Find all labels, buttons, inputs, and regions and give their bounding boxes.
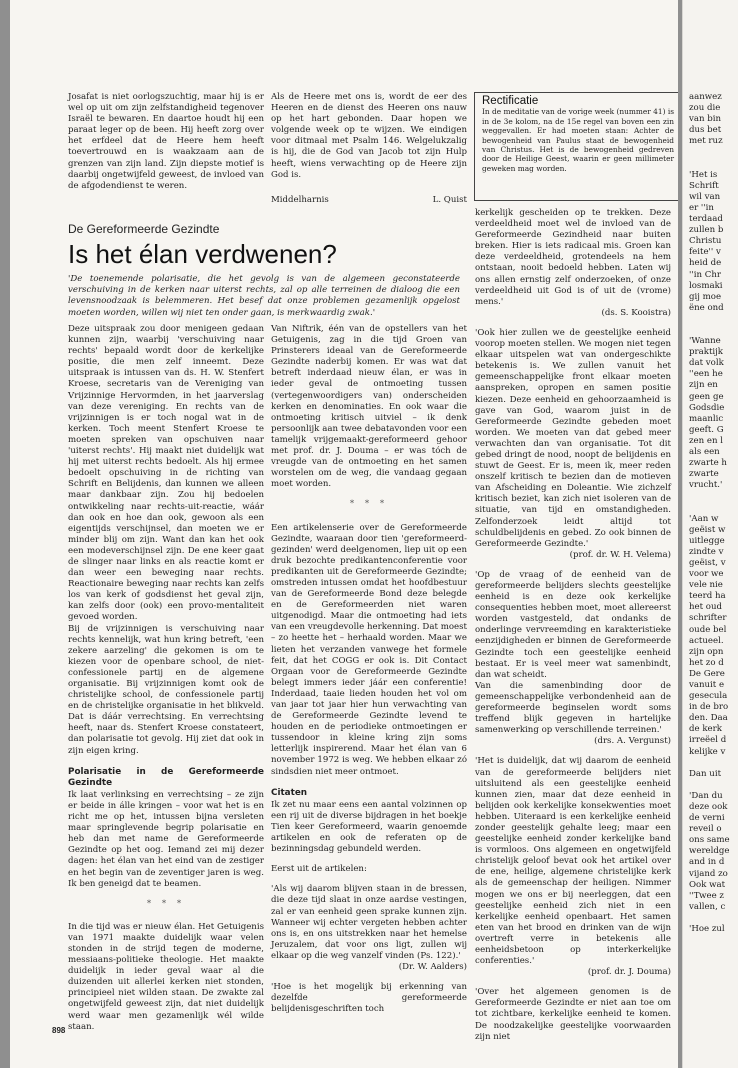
col3-quote-3: 'Het is duidelijk, dat wij daarom de eenheid van de gereformeerde belijders niet uitsluitend als een geestelijke eenheid kunnen zien, maar dat deze eenheid in belijden ook kerkelijke konsekwenties moet hebben. Uiteraard is een kerkelijke eenheid zonder geestelijk gehalte leeg; maar een geestelijke eenheid zonder kerkelijke band is vormloos. Ons algemeen en ongetwijfeld christelijk geloof bevat ook het artikel over de ene, heilige, algemene christelijke kerk als de gemeenschap der heiligen. Nimmer mogen we ons er bij neerleggen, dat een geestelijke eenheid zich niet in een kerkelijke eenheid openbaart. Het samen eten van het brood en drinken van de wijn overtreft verre in betekenis alle eenheidsbetoon op interkerkelijke conferenties.' (475, 756, 671, 967)
next-page-fragment-line: de kerk (689, 724, 722, 735)
next-page-fragment-line: zijn en (689, 380, 718, 391)
next-page-fragment-line: 'Aan w (689, 513, 719, 524)
next-page-fragment-line: geen ge (689, 391, 724, 402)
col3-quote-2-author: (drs. A. Vergunst) (594, 736, 671, 747)
article-headline: Is het élan verdwenen? (68, 239, 337, 269)
col3-quote-0-author: (ds. S. Kooistra) (601, 307, 671, 318)
next-page-fragment-line: als een (689, 447, 720, 457)
next-page-fragment-line: dus bet (689, 125, 722, 136)
next-page-fragment-line (689, 491, 738, 502)
col3-quote-1: 'Ook hier zullen we de geestelijke eenheid voorop moeten stellen. We mogen niet tegen elkaar uitspelen wat van ondergeschikte betekenis is. We zullen vanuit het gemeenschappelijke front elkaar moeten aanspreken, opropen en samen positie kiezen. Deze eenheid en gehoorzaamheid is gave van God, waarom juist in de Gereformeerde Gezindte gebeden moet worden. We moeten van dat gebed meer verwachten dan van organisatie. Tot dit gebed dringt de nood, noopt de belijdenis en stuwt de Geest. Er is, meen ik, meer reden onszelf kritisch te bezien dan de motieven van Afscheiding en Doleantie. Wie zichzelf kritisch beziet, kan zich niet isoleren van de situatie, van tijd en omstandigheden. Zelfonderzoek leidt altijd tot schuldbelijdenis en gebed. Zo ook binnen de Gereformeerde Gezindte.' (475, 327, 671, 549)
next-page-fragment-line: zwarte (689, 469, 719, 480)
top-left-column (68, 92, 264, 192)
next-page-fragment-line: 'Dan du (689, 790, 723, 801)
newspaper-page (10, 0, 678, 1068)
next-page-fragment-line: zullen b (689, 225, 724, 236)
next-page-fragment-line: kelijke v (689, 746, 726, 757)
next-page-fragment-line: Dan uit (689, 768, 722, 779)
next-page-fragment-line: wil van (689, 191, 721, 202)
col3-quote-3-author: (prof. dr. J. Douma) (587, 967, 671, 978)
next-page-fragment-line: De Gere (689, 668, 725, 679)
next-page-fragments (689, 92, 738, 935)
next-page-fragment-line: ''een he (689, 369, 723, 380)
next-page-edge (682, 0, 738, 1068)
col3-quote-4: 'Over het algemeen genomen is de Gereformeerde Gezindte er niet aan toe om tot zichtbare, kerkelijke eenheid te komen. De noodzakelijke geestelijke voorwaarden zijn niet (475, 987, 671, 1042)
next-page-fragment-line: ëne ond (689, 302, 724, 313)
next-page-fragment-line: zou die (689, 103, 721, 114)
next-page-fragment-line: Christu (689, 236, 722, 247)
next-page-fragment-line: den. Daa (689, 713, 728, 724)
col2-paragraph-1: Van Niftrik, één van de opstellers van het Getuigenis, zag in die tijd Groen van Prinsterers ideaal van de Gereformeerde Gezindte naderbij komen. Er was wat dat betreft inderdaad nieuw élan, er was in ieder geval de ontmoeting tussen (vertegenwoordigers van) onderscheiden kerken en denominaties. En ook waar die ontmoeting kritisch uitviel – ik denk persoonlijk aan twee debatavonden voor een tamelijk vrijgemaakt-gereformeerd gehoor met prof. dr. J. Douma – er was tóch de vreugde van de ontmoeting en het samen worstelen om de weg, die vandaag gegaan moet worden. (271, 324, 467, 490)
page-number: 898 (52, 1026, 66, 1035)
rectificatie-title: Rectificatie (482, 95, 539, 107)
next-page-fragment-line: zen en l (689, 435, 723, 446)
next-page-fragment-line: deze ook (689, 802, 728, 812)
next-page-fragment-line (689, 758, 738, 769)
next-page-fragment-line: reveil o (689, 824, 722, 835)
next-page-fragment-line: terdaad (689, 214, 723, 225)
col2-quote-2: 'Hoe is het mogelijk bij erkenning van dezelfde gereformeerde belijdenisgeschriften toch (271, 982, 467, 1015)
next-page-fragment-line: ''in Chr (689, 269, 721, 280)
next-page-fragment-line: Schrift (689, 180, 719, 191)
next-page-fragment-line: and in d (689, 857, 725, 868)
next-page-fragment-line (689, 502, 738, 513)
next-page-fragment-line: vijand zo (689, 868, 728, 879)
next-page-fragment-line (689, 780, 738, 791)
col1-paragraph-3: Ik laat verlinksing en verrechtsing – ze zijn er beide in álle kringen – voor wat het is en richt me op het, intussen bijna versleten maar springlevende begrip polarisatie en heb dan met name de Gereformeerde Gezindte op het oog. Iemand zei mij dezer dagen: het élan van het eind van de zestiger en het begin van de zeventiger jaren is weg. Ik ben geneigd dat te beamen. (68, 789, 264, 889)
next-page-fragment-line: van bin (689, 114, 722, 125)
next-page-fragment-line: geëist, v (689, 557, 726, 568)
col1-paragraph-2: Bij de vrijzinnigen is verschuiving naar rechts kennelijk, wat hun kring betreft, 'een zekere aarzeling' die gekomen is om te kiezen voor de openbare school, de niet-confessionele partij en de algemene organisatie. Bij vrijzinnigen komt ook de christelijke school, de confessionele partij en de christelijke organisatie in het blikveld. Dat is dáár verrechtsing. En verrechtsing heeft, naar ds. Stenfert Kroese constateert, dan polarisatie tot gevolg. Hij ziet dat ook in zijn eigen kring. (68, 623, 264, 756)
next-page-fragment-line: losmaki (689, 280, 723, 291)
next-page-fragment-line: geeft. G (689, 424, 724, 435)
top-mid-paragraph: Als de Heere met ons is, wordt de eer des Heeren en de dienst des Heeren ons nauw op het hart gebonden. Daar hopen we volgende week op te wijzen. We eindigen voor ditmaal met Psalm 146. Welgelukzalig is hij, die de God van Jacob tot zijn Hulp heeft, wiens verwachting op de Heere zijn God is. (271, 92, 467, 180)
top-mid-column (271, 92, 467, 206)
col2-paragraph-2: Een artikelenserie over de Gereformeerde Gezindte, waaraan door tien 'gereformeerd-gezinden' werd deelgenomen, liep uit op een druk bezochte predikantenconferentie voor predikanten uit de Gereformeerde Gezindte; omstreden intussen omdat het hoofdbestuur van de Gereformeerde Bond deze belegde en de Gereformeerden niet waren uitgenodigd. Maar die ontmoeting had iets van een vreugdevolle herkenning. Dat moest – zo heette het – herhaald worden. Maar we lieten het verzanden vanwege het formele feit, dat het COGG er ook is. Dit Contact Orgaan voor de Gereformeerde Gezindte belegt immers ieder jáár een conferentie! Inderdaad, taaie lieden houden het vol om van jaar tot jaar hier hun verwachting van de Gereformeerde Gezindte levend te houden en de periodieke ontmoetingen er tussendoor in kleine kring zijn soms letterlijk inspirerend. Maar het élan van 6 november 1972 is weg. We hebben elkaar zó sindsdien niet meer ontmoet. (271, 522, 467, 777)
col2-quote-1-author: (Dr. W. Aalders) (398, 961, 467, 972)
next-page-fragment-line: 'Wanne (689, 336, 721, 347)
next-page-fragment-line: maanlic (689, 413, 724, 424)
next-page-fragment-line: praktijk (689, 347, 724, 358)
next-page-fragment-line: teerd ha (689, 591, 726, 602)
next-page-fragment-line: oude bel (689, 624, 727, 635)
next-page-fragment-line: de verni (689, 813, 725, 824)
next-page-fragment-line: gesecula (689, 691, 728, 702)
col2-quote-1: 'Als wij daarom blijven staan in de bressen, die deze tijd slaat in onze aardse vestingen, zal er van eenheid geen sprake kunnen zijn. Wanneer wij echter vergeten hebben achter ons is, en ons uitstrekken naar het hemelse Jeruzalem, dat voor ons ligt, zullen wij elkaar op die weg vanzelf vinden (Ps. 122).' (271, 884, 467, 961)
next-page-fragment-line: vele nie (689, 580, 723, 591)
next-page-fragment-line: irreëel d (689, 735, 727, 746)
col2-subheading: Citaten (271, 787, 308, 798)
next-page-fragment-line: wereldge (689, 846, 730, 857)
col2-separator: * * * (349, 499, 389, 510)
top-left-paragraph: Josafat is niet oorlogszuchtig, maar hij is er wel op uit om zijn zelfstandigheid tegenover Israël te bewaren. En daartoe houdt hij een paraat leger op de been. Hij heeft zorg over het erfdeel dat de Heere hem heeft toevertrouwd en is waakzaam aan de grenzen van zijn land. Zijn diepste motief is daarbij ongetwijfeld geweest, de invloed van de afgodendienst te weren. (68, 92, 264, 191)
next-page-fragment-line: het oud (689, 602, 723, 613)
next-page-fragment-line: ''Twee z (689, 890, 724, 901)
next-page-fragment-line: voor we (689, 569, 724, 580)
next-page-fragment-line: aanwez (689, 92, 722, 102)
next-page-fragment-line: 'Hoe zul (689, 924, 725, 935)
next-page-fragment-line: in de bro (689, 702, 729, 713)
next-page-fragment-line: er ''in (689, 202, 714, 213)
top-signature-line (271, 195, 467, 206)
next-page-fragment-line: dat volk (689, 358, 724, 369)
next-page-fragment-line: vanuit e (689, 679, 725, 690)
col1-paragraph-4: In die tijd was er nieuw élan. Het Getuigenis van 1971 maakte duidelijk waar velen stonden in de strijd tegen de moderne, messiaans-politieke theologie. Het maakte duidelijk in ieder geval waar al die duizenden uit allerlei kerken niet stonden, principieel niet wilden staan. De zwakte zal ongetwijfeld geweest zijn, dat niet duidelijk werd waar men gezamenlijk wél wilde staan. (68, 921, 264, 1032)
col1-paragraph-1: Deze uitspraak zou door menigeen gedaan kunnen zijn, waarbij 'verschuiving naar rechts' bepaald wordt door de kerkelijke positie, die men zelf inneemt. Deze uitspraak is intussen van ds. H. W. Stenfert Kroese, secretaris van de Vereniging van Vrijzinnige Hervormden, in het jaarverslag van deze vereniging. En rechts van de vrijzinnigen is er toch nogal wat in de kerken. Toch meent Stenfert Kroese te moeten spreken van opschuiven naar 'uiterst rechts'. Hij maakt niet duidelijk wat hij met uiterst rechts bedoelt. Als hij ermee bedoelt opschuiving in de richting van Schrift en Belijdenis, dan kunnen we alleen maar dankbaar zijn. Zou hij bedoelen ontwikkeling naar rechts-uit-reactie, wáár dan ook en hoe dan ook, gewoon als een eigentijds verschijnsel, dan moeten we er minder blij om zijn. Want dan kan het ook een modeverschijnsel zijn. De ene keer gaat de slinger naar links en als reactie komt er dan weer een beweging naar rechts. Reactionaire beweging naar rechts kan zelfs los van kerk of godsdienst het geval zijn, kan zelfs door (ook) een provo-mentaliteit gevoed worden. (68, 324, 264, 623)
next-page-fragment-line: 'Het is (689, 169, 718, 180)
next-page-fragment-line (689, 314, 738, 325)
next-page-fragment-line: heid de (689, 258, 722, 269)
col3-paragraph-0: kerkelijk gescheiden op te trekken. Deze verdeeldheid moet wel de invloed van de Gereformeerde Gezindheid naar buiten breken. Hier is iets radicaal mis. Groen kan deze verdeeldheid, grotendeels na hem ontstaan, nooit bedoeld hebben. Laten wij ons allen ernstig zelf onderzoeken, of onze verdeeldheid uit God is of uit de (vrome) mens.' (475, 208, 671, 307)
rectificatie-text: In de meditatie van de vorige week (nummer 41) is in de 3e kolom, na de 15e regel van boven een zin weggevallen. Er had moeten staan: Achter de bewogenheid van Paulus staat de bewogenheid van Christus. Het is de bewogenheid gedreven door de Heilige Geest, waarin er geen millimeter geweken mag worden. (482, 107, 674, 173)
article-column-2 (271, 324, 467, 1015)
article-column-3 (475, 208, 671, 1043)
next-page-fragment-line: ons same (689, 835, 730, 846)
next-page-fragment-line (689, 147, 738, 158)
next-page-fragment-line: schrifter (689, 613, 727, 624)
col1-subheading: Polarisatie in de Gereformeerde Gezindte (68, 766, 264, 788)
next-page-fragment-line: gij moe (689, 291, 722, 302)
next-page-fragment-line: vallen, c (689, 901, 726, 912)
next-page-fragment-line: Ook wat (689, 879, 726, 890)
col3-quote-2a: 'Op de vraag of de eenheid van de gereformeerde belijders slechts geestelijke eenheid is en deze ook kerkelijke consequenties hebben moet, moet allereerst worden vastgesteld, dat ondanks de onderlinge vervreemding en karakteristieke eenzijdigheden er binnen de Gereformeerde Gezindte toch een geestelijke eenheid bestaat. Er is veel meer wat samenbindt, dan wat scheidt. (475, 569, 671, 680)
next-page-fragment-line: het zo d (689, 657, 724, 668)
next-page-fragment-line: Godsdie (689, 402, 725, 413)
next-page-fragment-line: uitlegge (689, 535, 725, 546)
article-lede: 'De toenemende polarisatie, die het gevolg is van de algemeen geconstateerde verschuiving in de kerken naar uiterst rechts, zal op alle terreinen de dialoog die een levensnoodzaak is belemmeren. Het besef dat onze problemen gezamenlijk opgelost moeten worden, willen wij niet ten onder gaan, is merkwaardig zwak.' (68, 274, 460, 318)
next-page-fragment-line: geëist w (689, 524, 726, 535)
section-label: De Gereformeerde Gezindte (68, 222, 220, 236)
next-page-fragment-line: actueel. (689, 635, 724, 646)
col3-quote-1-author: (prof. dr. W. H. Velema) (569, 549, 671, 560)
col2-paragraph-3: Ik zet nu maar eens een aantal volzinnen op een rij uit de diverse bijdragen in het boekje Tien keer Gereformeerd, waarin genoemde artikelen en ook de referaten op de bezinningsdag gebundeld werden. (271, 799, 467, 855)
top-author: L. Quist (432, 194, 467, 205)
col3-quote-2b: Van die samenbinding door de gemeenschappelijke verbondenheid aan de gereformeerde beginselen wordt soms treffend blijk gegeven in hartelijke samenwerking op verschillende terreinen.' (475, 680, 671, 736)
col2-paragraph-4: Eerst uit de artikelen: (271, 864, 367, 875)
next-page-fragment-line (689, 913, 738, 924)
next-page-fragment-line: zijn opn (689, 646, 724, 657)
col1-separator: * * * (146, 898, 186, 909)
next-page-fragment-line: vrucht.' (689, 480, 723, 491)
next-page-fragment-line: zwarte h (689, 458, 727, 469)
next-page-fragment-line: feite'' v (689, 247, 721, 258)
article-column-1 (68, 324, 264, 1033)
rectificatie-box (474, 92, 678, 201)
next-page-fragment-line: met ruz (689, 136, 723, 147)
next-page-fragment-line (689, 325, 738, 336)
next-page-fragment-line (689, 159, 738, 170)
top-place: Middelharnis (271, 194, 329, 205)
next-page-fragment-line: zindte v (689, 546, 724, 557)
